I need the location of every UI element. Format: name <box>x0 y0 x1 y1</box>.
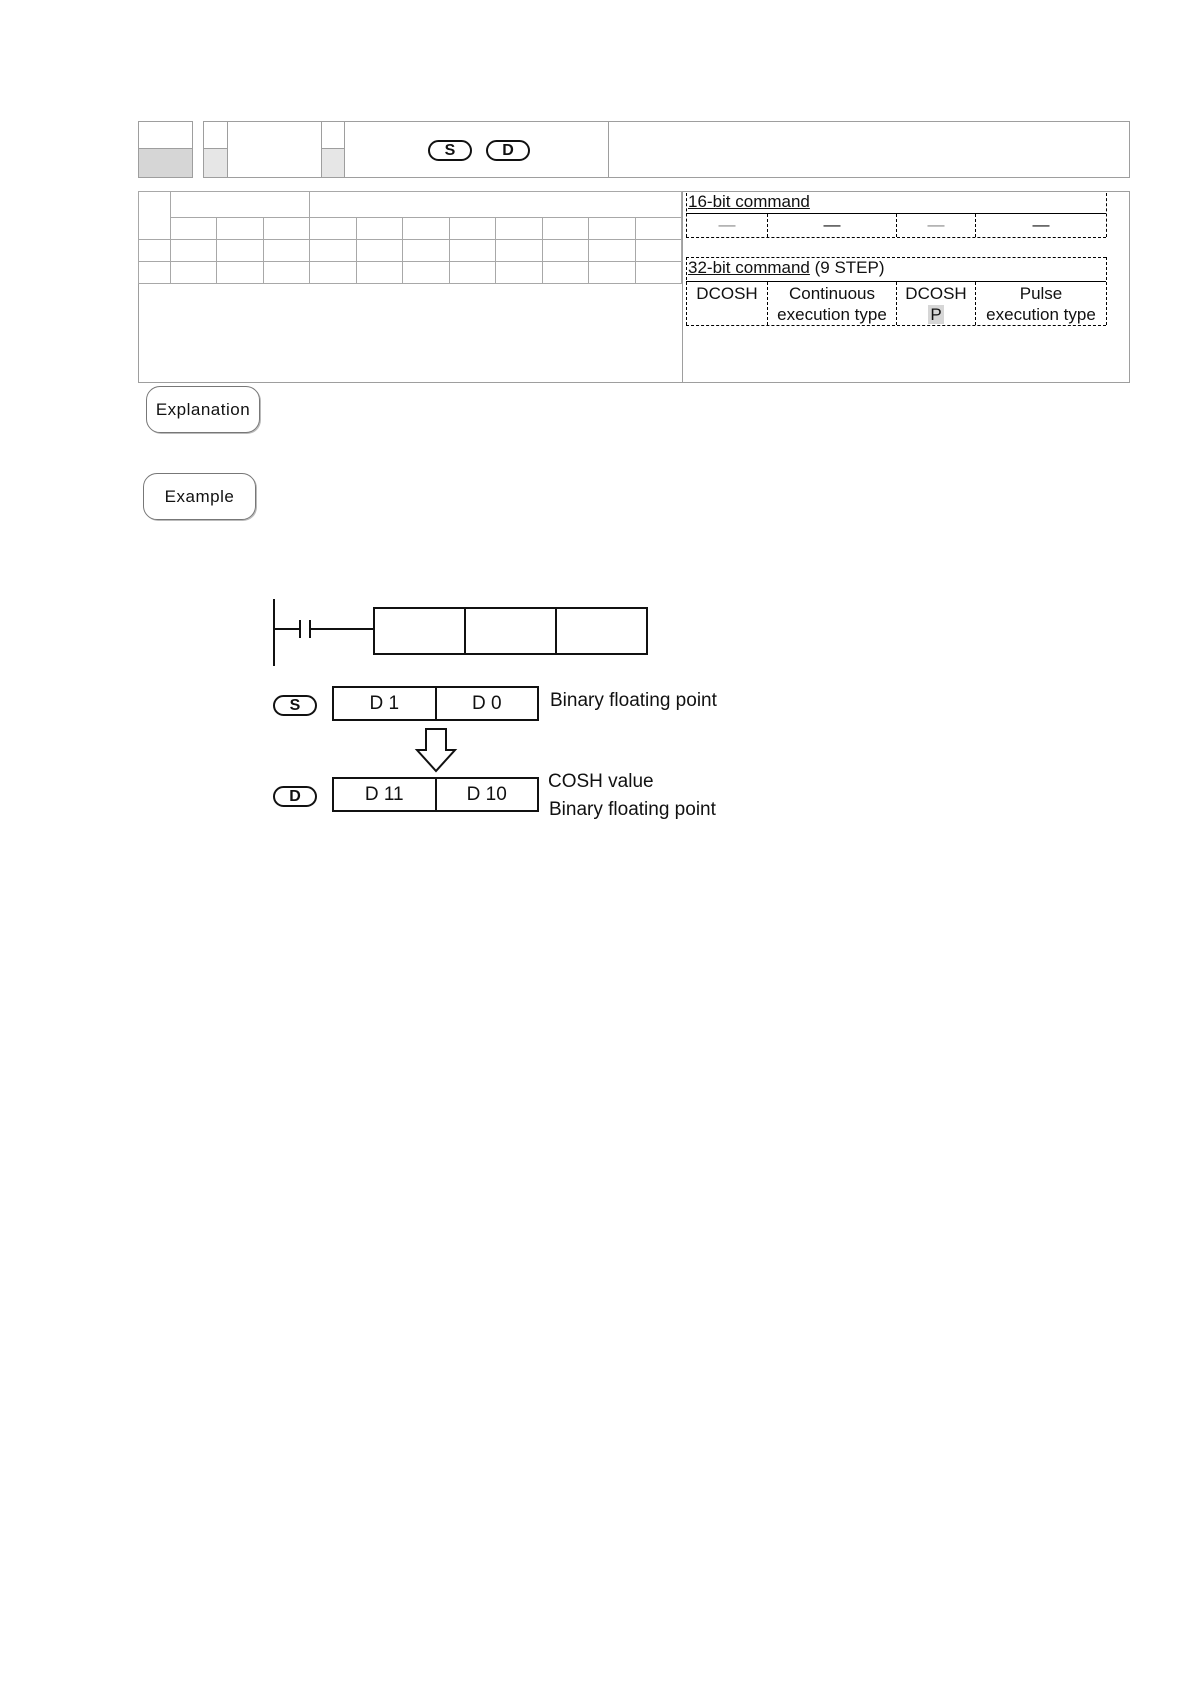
grid-cell <box>635 262 681 284</box>
pulse-suffix <box>897 304 975 325</box>
grid-cell <box>217 240 263 262</box>
grid-cell <box>542 262 588 284</box>
command-16bit-cell: — <box>927 215 945 234</box>
grid-cell <box>542 218 588 240</box>
command-16bit-edge-right <box>1106 193 1107 237</box>
explanation-label: Explanation <box>146 386 260 433</box>
grid-cell <box>263 262 309 284</box>
operand-rule <box>344 122 345 177</box>
grid-cell <box>496 218 542 240</box>
device-grid <box>138 191 682 284</box>
grid-cell <box>403 240 449 262</box>
grid-cell <box>635 240 681 262</box>
grid-cell <box>589 240 635 262</box>
command-column-divider <box>682 191 683 383</box>
grid-cell <box>403 262 449 284</box>
grid-cell <box>310 218 356 240</box>
grid-cell <box>356 218 402 240</box>
grid-cell <box>589 262 635 284</box>
destination-note-line1: COSH value <box>548 771 654 792</box>
command-32bit-step: (9 STEP) <box>809 258 885 277</box>
p-flag-cell <box>322 148 344 177</box>
function-box <box>608 121 1130 178</box>
grid-cell <box>635 218 681 240</box>
command-16bit-cell: — <box>718 215 736 234</box>
example-label: Example <box>143 473 256 520</box>
mnemonic-box <box>203 121 609 178</box>
p-flag-divider <box>322 148 344 149</box>
continuous-type-line2: execution type <box>777 305 887 324</box>
command-16bit-cell: — <box>823 215 841 234</box>
api-number-box <box>138 121 193 178</box>
grid-cell <box>403 218 449 240</box>
source-register-low: D 0 <box>435 688 538 719</box>
grid-cell <box>217 218 263 240</box>
destination-operand-label: D <box>273 786 317 807</box>
d-flag-divider <box>204 148 227 149</box>
source-register-high: D 1 <box>369 692 400 714</box>
grid-cell <box>139 262 171 284</box>
grid-cell <box>589 218 635 240</box>
pulse-type-line2: execution type <box>986 305 1096 324</box>
command-16bit-cell: — <box>1032 215 1050 234</box>
grid-cell <box>449 218 495 240</box>
d-flag-rule <box>227 122 228 177</box>
grid-cell <box>542 240 588 262</box>
instruction-box <box>374 608 647 654</box>
destination-note-line2: Binary floating point <box>549 799 716 820</box>
grid-cell <box>449 240 495 262</box>
source-note: Binary floating point <box>550 690 717 711</box>
command-32bit-title-text: 32-bit command <box>688 258 810 277</box>
ladder-rung <box>260 592 660 672</box>
command-32bit-bottom <box>686 325 1106 326</box>
grid-bit-group <box>171 192 310 218</box>
grid-cell <box>263 218 309 240</box>
operand-d-label: D <box>486 140 530 161</box>
grid-cell <box>356 262 402 284</box>
destination-register-high: D 11 <box>364 783 404 805</box>
grid-cell <box>263 240 309 262</box>
grid-cell <box>171 240 217 262</box>
grid-cell <box>356 240 402 262</box>
api-number-divider <box>139 148 192 149</box>
operand-s-label: S <box>428 140 472 161</box>
grid-cell <box>171 218 217 240</box>
source-operand-label: S <box>273 695 317 716</box>
api-number-shade <box>139 148 192 177</box>
grid-cell <box>310 240 356 262</box>
command-16bit-title-text: 16-bit command <box>688 192 810 211</box>
command-32bit-title <box>688 258 885 278</box>
source-register-pair <box>332 686 539 721</box>
destination-register-low: D 10 <box>435 779 538 810</box>
down-arrow-icon <box>414 726 458 774</box>
grid-corner <box>139 192 171 240</box>
continuous-instruction-name: DCOSH <box>696 284 758 303</box>
pulse-type-line1: Pulse <box>1019 284 1063 303</box>
pulse-instruction-name: DCOSH <box>905 284 967 303</box>
destination-register-pair <box>332 777 539 812</box>
grid-cell <box>171 262 217 284</box>
grid-word-group <box>310 192 682 218</box>
grid-cell <box>496 240 542 262</box>
pulse-suffix-letter: P <box>930 305 942 324</box>
continuous-type-line1: Continuous <box>788 284 875 303</box>
grid-cell <box>449 262 495 284</box>
command-16bit-title <box>688 192 810 212</box>
grid-cell <box>310 262 356 284</box>
d-flag-cell <box>204 148 227 177</box>
grid-cell <box>139 240 171 262</box>
grid-cell <box>496 262 542 284</box>
grid-cell <box>217 262 263 284</box>
command-32bit-edge-right <box>1106 257 1107 325</box>
command-16bit-bottom <box>686 237 1106 238</box>
